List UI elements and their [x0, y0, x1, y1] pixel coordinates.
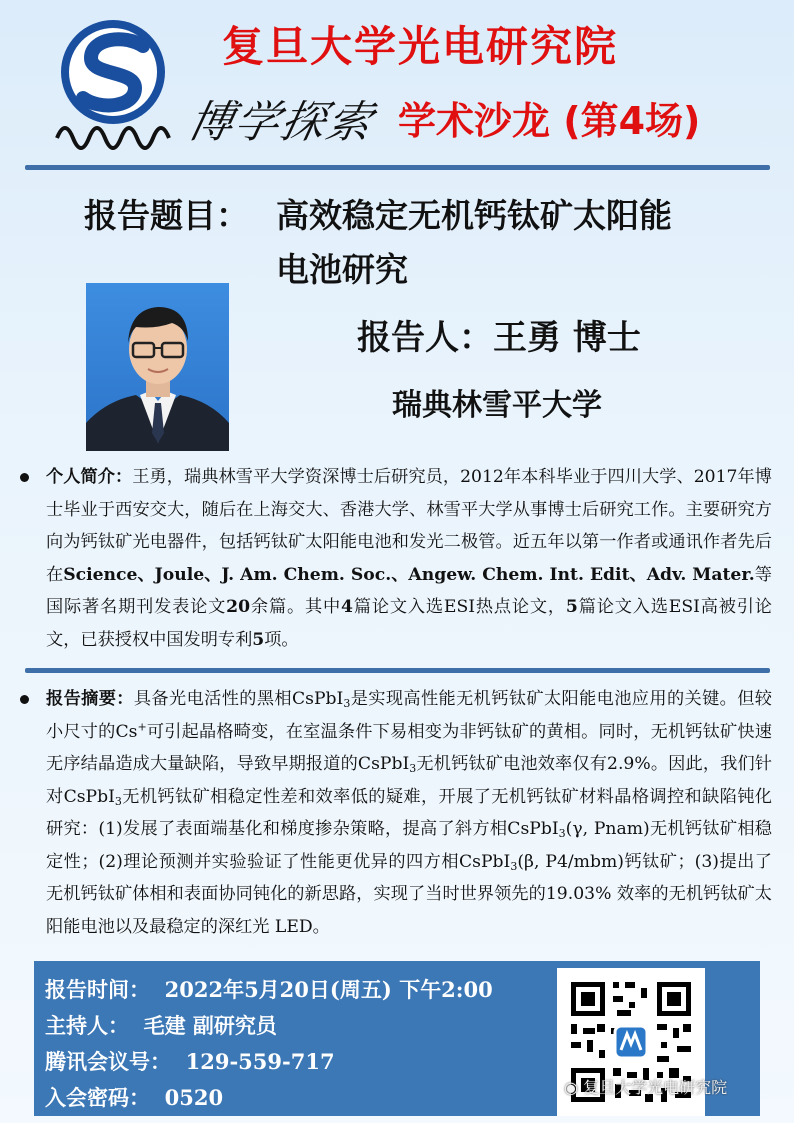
host-label: 主持人：	[45, 1014, 129, 1038]
abstract-paragraph: 报告摘要：具备光电活性的黑相CsPbI$_3$是实现高性能无机钙钛矿太阳能电池应用的关键。但较小尺寸的Cs+可引起晶格畸变，在室温条件下易相变为非钙钛矿的黄相。同时，无机钙钛矿快速无序结晶造成大量缺陷，导致早期报道的CsPbI$_3$无机钙钛矿电池效率仅有2.9%。因此，我们针对CsPbI$_3$无机钙钛矿相稳定性差和效率低的疑难，开展了无机钙钛矿材料晶格调控和缺陷钝化研究：(1)发展了表面端基化和梯度掺杂策略，提高了斜方相CsPbI$_3$(γ, Pnam)无机钙钛矿相稳定性；(2)理论预测并实验验证了性能更优异的四方相CsPbI$_3$(β, P4/mbm)钙钛矿；(3)提出了无机钙钛矿体相和表面协同钝化的新思路，实现了当时世界领先的19.03% 效率的无机钙钛矿太阳能电池以及最稳定的深红光 LED。	[46, 689, 772, 937]
password-value: 0520	[164, 1085, 224, 1110]
speaker-name: 报告人：王勇 博士	[357, 318, 641, 358]
time-value: 2022年5月20日(周五) 下午2:00	[164, 977, 493, 1002]
institute-name: 复旦大学光电研究院	[222, 22, 619, 71]
host-row	[45, 1010, 277, 1040]
institute-logo	[55, 14, 175, 154]
divider-top	[25, 165, 770, 170]
topic-label: 报告题目：	[84, 196, 249, 235]
divider-middle	[25, 668, 770, 673]
password-label: 入会密码：	[45, 1086, 150, 1110]
host-value: 毛建 副研究员	[143, 1014, 277, 1038]
bio-paragraph: 个人简介：王勇，瑞典林雪平大学资深博士后研究员，2012年本科毕业于四川大学、2017年博士毕业于西安交大，随后在上海交大、香港大学、林雪平大学从事博士后研究工作。主要研究方向为钙钛矿光电器件，包括钙钛矿太阳能电池和发光二极管。近五年以第一作者或通讯作者先后在Science、Joule、J. Am. Chem. Soc.、Angew. Chem. Int. Edit、Adv. Mater.等国际著名期刊发表论文20余篇。其中4篇论文入选ESI热点论文，5篇论文入选ESI高被引论文，已获授权中国发明专利5项。	[46, 467, 772, 650]
salon-title: 学术沙龙 (第4场)	[398, 99, 701, 143]
wechat-icon: ◉	[564, 1078, 578, 1097]
wechat-watermark: ◉ 复旦大学光电研究院	[564, 1078, 728, 1097]
time-row	[45, 974, 493, 1004]
speaker-photo	[86, 283, 229, 451]
journal-list: Science、Joule、J. Am. Chem. Soc.、Angew. Chem. Int. Edit、Adv. Mater.	[63, 564, 755, 585]
bullet-abstract	[20, 695, 29, 704]
meeting-id: 129-559-717	[185, 1049, 335, 1074]
topic-line-2: 电池研究	[276, 250, 408, 289]
topic-line-1: 高效稳定无机钙钛矿太阳能	[276, 196, 672, 235]
calligraphy-motto: 博学探索	[183, 97, 379, 148]
abstract-label: 报告摘要：	[46, 689, 134, 709]
time-label: 报告时间：	[45, 978, 150, 1002]
password-row	[45, 1082, 223, 1112]
speaker-affiliation: 瑞典林雪平大学	[392, 388, 602, 423]
bullet-bio	[20, 473, 29, 482]
bio-label: 个人简介：	[46, 467, 133, 487]
meeting-row	[45, 1046, 335, 1076]
meeting-label: 腾讯会议号：	[45, 1050, 171, 1074]
